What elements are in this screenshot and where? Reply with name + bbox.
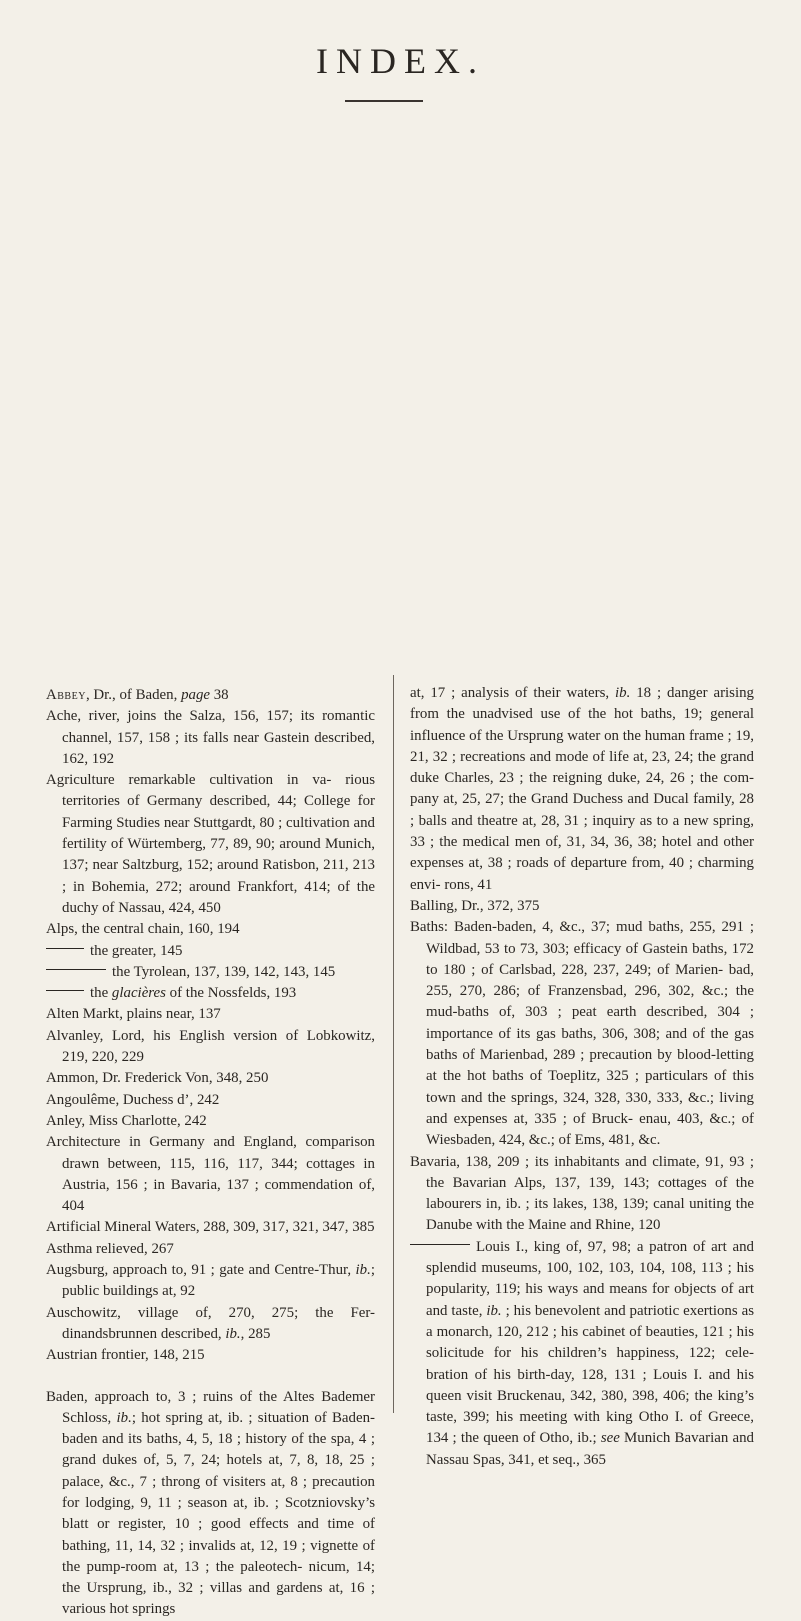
page-title: INDEX.: [316, 41, 485, 81]
entry-text: Baden, approach to, 3 ; ruins of the Altes Bademer Schloss,: [46, 1388, 375, 1426]
entry-italic: page: [181, 687, 211, 703]
index-entry: [46, 706, 375, 770]
entry-text: , 285: [240, 1325, 271, 1342]
entry-text: Agriculture remarkable cultivation in va- rious territories of Germany described, 44; College for Farming Studies near Stuttgardt, 80 ; cultivation and fertility of Würtemberg, 77, 89, 90; around Munich, 137; near Saltzburg, 152; around Ratisbon, 211, 213 ; in Bohemia, 272; around Frankfort, 414; of the duchy of Nassau, 424, 450: [46, 772, 375, 916]
entry-text: Alps, the central chain, 160, 194: [46, 921, 240, 938]
entry-text: Bavaria, 138, 209 ; its inhabitants and climate, 91, 93 ; the Bavarian Alps, 137, 139, 143; cottages of the labourers in, ib. ; its lakes, 138, 139; canal uniting the Danube with the Maine and Rhine, 120: [410, 1153, 754, 1234]
index-entry: [46, 941, 375, 962]
index-entry: [46, 1004, 375, 1025]
entry-italic: ib.: [355, 1262, 371, 1279]
index-entry: [410, 1237, 754, 1471]
entry-text: of the Nossfelds, 193: [165, 985, 297, 1002]
entry-italic: ib.: [225, 1325, 241, 1342]
index-entry: [410, 896, 754, 917]
entry-text: , Dr., of Baden,: [85, 687, 182, 703]
entry-text: Ache, river, joins the Salza, 156, 157; its romantic channel, 157, 158 ; its falls near Gastein described, 162, 192: [46, 708, 375, 767]
index-entry: [46, 1387, 375, 1621]
index-entry: [46, 1026, 375, 1069]
entry-italic: ib.: [486, 1302, 502, 1319]
index-entry: [46, 685, 375, 706]
entry-text: Auschowitz, village of, 270, 275; the Fer- dinandsbrunnen described,: [46, 1304, 375, 1342]
entry-text: 38: [210, 687, 229, 703]
index-entry: [46, 1239, 375, 1260]
index-entry: [46, 1132, 375, 1217]
entry-text: at, 17 ; analysis of their waters,: [410, 685, 616, 701]
entry-text: ; public buildings at, 92: [62, 1262, 375, 1300]
title-rule: [345, 100, 423, 102]
entry-text: the: [90, 985, 112, 1002]
entry-text: Architecture in Germany and England, comparison drawn between, 115, 116, 117, 344; cottages in Austria, 156 ; in Bavaria, 137 ; commendation of, 404: [46, 1134, 375, 1215]
entry-text: the Tyrolean, 137, 139, 142, 143, 145: [112, 963, 336, 980]
entry-italic: ib.: [615, 685, 631, 701]
index-entry: [46, 1345, 375, 1366]
index-column-right: [410, 683, 754, 1471]
index-entry: [410, 1152, 754, 1237]
index-entry: [410, 683, 754, 896]
entry-text: Ammon, Dr. Frederick Von, 348, 250: [46, 1070, 269, 1087]
entry-text: Austrian frontier, 148, 215: [46, 1347, 205, 1364]
entry-text: ; hot spring at, ib. ; situation of Baden-baden and its baths, 4, 5, 18 ; history of the spa, 4 ; grand dukes of, 5, 7, 24; hotels at, 7, 8, 18, 25 ; palace, &c., 7 ; throng of visiters at, 8 ; precaution for lodging, 9, 11 ; season at, ib. ; Scotzniovsky’s blatt or register, 10 ; good effects and time of bathing, 11, 14, 32 ; invalids at, 12, 19 ; vignette of the pump-room at, 13 ; the paleotech- nicum, 14; the Ursprung, ib., 32 ; villas and gardens at, 16 ; various hot springs: [62, 1409, 375, 1618]
entry-text: Munich Bavarian and Nassau Spas, 341, et seq., 365: [426, 1430, 754, 1468]
ditto-dash: [410, 1244, 470, 1245]
index-entry: [410, 917, 754, 1151]
entry-text: Angoulême, Duchess d’, 242: [46, 1091, 220, 1108]
index-entry: [46, 1111, 375, 1132]
entry-text: Artificial Mineral Waters, 288, 309, 317, 321, 347, 385: [46, 1219, 375, 1236]
index-entry: [46, 919, 375, 940]
ditto-dash: [46, 948, 84, 949]
index-entry: [46, 1217, 375, 1238]
index-entry: [46, 1260, 375, 1303]
entry-italic: see: [600, 1430, 620, 1447]
entry-text: the greater, 145: [90, 942, 183, 959]
entry-text: Louis I., king of, 97, 98; a patron of art and splendid museums, 100, 102, 103, 104, 108, 113 ; his popularity, 119; his ways and means for objects of art and taste,: [426, 1238, 754, 1319]
entry-text: Alvanley, Lord, his English version of Lobkowitz, 219, 220, 229: [46, 1027, 375, 1066]
index-entry: [46, 1303, 375, 1346]
entry-text: Anley, Miss Charlotte, 242: [46, 1112, 207, 1129]
entry-text: 18 ; danger arising from the unadvised use of the hot baths, 19; general influence of the Ursprung water on the human frame ; 19, 21, 32 ; recreations and mode of life at, 23, 24; the grand duke Charles, 23 ; the reigning duke, 24, 26 ; the com- pany at, 25, 27; the Grand Duchess and Ducal family, 28 ; balls and theatre at, 28, 31 ; inquiry as to a new spring, 33 ; the medical men of, 31, 34, 36, 38; hotel and other expenses at, 38 ; roads of departure from, 40 ; charming envi- rons, 41: [410, 685, 754, 893]
entry-italic: glacières: [111, 985, 166, 1002]
entry-text: Augsburg, approach to, 91 ; gate and Centre-Thur,: [46, 1262, 356, 1279]
index-entry: [46, 1068, 375, 1089]
column-divider: [393, 675, 394, 1413]
index-entry: [46, 962, 375, 983]
index-entry: [46, 983, 375, 1004]
index-entry: [46, 1090, 375, 1111]
entry-text: Balling, Dr., 372, 375: [410, 897, 540, 914]
ditto-dash: [46, 990, 84, 991]
entry-italic: ib.: [116, 1409, 132, 1426]
entry-text: Alten Markt, plains near, 137: [46, 1006, 221, 1023]
entry-text: ; his benevolent and patriotic exertions as a monarch, 120, 212 ; his cabinet of beauties, 121 ; his solicitude for his children’s happiness, 122; cele- bration of his birth-day, 128, 131 ; Louis I. and his queen visit Bruckenau, 342, 380, 398, 406; the king’s taste, 399; his meeting with king Otho I. of Greece, 134 ; the queen of Otho, ib.;: [426, 1302, 754, 1447]
index-column-left: [46, 685, 375, 1621]
entry-head: Abbey: [46, 687, 86, 703]
entry-text: Baths: Baden-baden, 4, &c., 37; mud baths, 255, 291 ; Wildbad, 53 to 73, 303; efficacy of Gastein baths, 172 to 180 ; of Carlsbad, 228, 237, 249; of Marien- bad, 255, 270, 286; of Franzensbad, 296, 302, &c.; the mud-baths of, 303 ; peat earth described, 304 ; importance of its gas baths, 306, 308; and of the gas baths of Marienbad, 289 ; precaution by blood-letting at the hot baths of Toeplitz, 325 ; particulars of this town and the springs, 324, 328, 330, 333, &c.; living and expenses at, 335 ; of Bruck- enau, 403, &c.; of Wiesbaden, 424, &c.; of Ems, 481, &c.: [410, 919, 754, 1149]
index-entry: [46, 770, 375, 919]
ditto-dash: [46, 969, 106, 970]
entry-text: Asthma relieved, 267: [46, 1240, 174, 1257]
